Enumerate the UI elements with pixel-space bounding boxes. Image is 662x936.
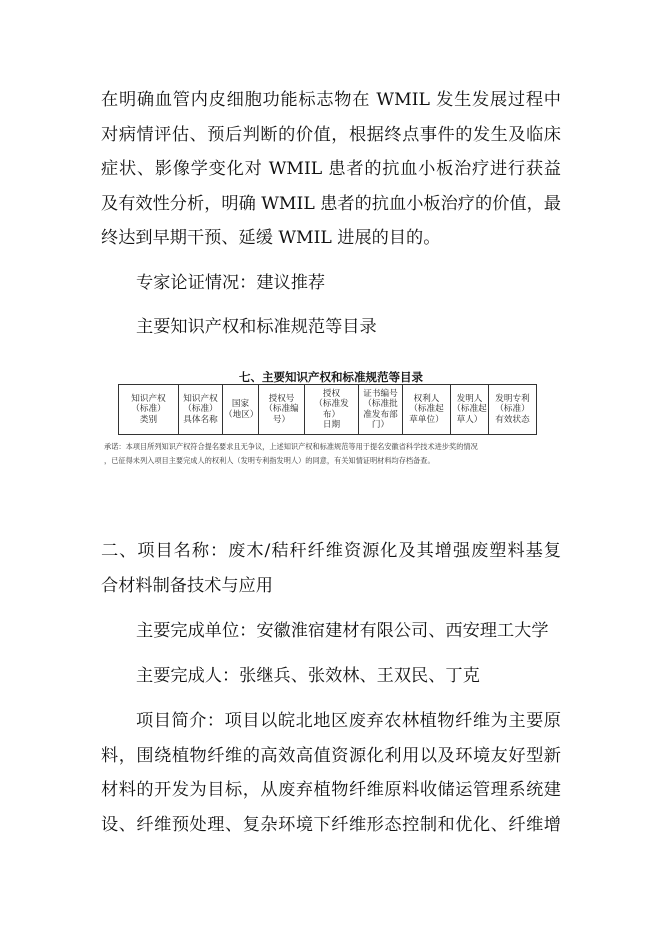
project-title-line: 二、项目名称：废木/秸秆纤维资源化及其增强废塑料基复: [101, 541, 561, 561]
paragraph-line: 终达到早期干预、延缓 WMIL 进展的目的。: [101, 228, 441, 248]
table-header-cell: 授权号 （标准编 号）: [259, 385, 305, 435]
ip-table: [118, 384, 537, 435]
intro-line: 设、纤维预处理、复杂环境下纤维形态控制和优化、纤维增: [101, 815, 561, 835]
paragraph-line: 在明确血管内皮细胞功能标志物在 WMIL 发生发展过程中: [101, 90, 561, 110]
paragraph-line: 症状、影像学变化对 WMIL 患者的抗血小板治疗进行获益: [101, 159, 561, 179]
intro-line: 项目简介：项目以皖北地区废弃农林植物纤维为主要原: [136, 711, 561, 731]
table-header-cell: 国家 （地区）: [223, 385, 259, 435]
table-note: 承诺：本项目所列知识产权符合提名要求且无争议，上述知识产权和标准规范等用于提名安徽省科学技术进步奖的情况: [104, 442, 478, 451]
table-header-cell: 知识产权 （标准） 具体名称: [179, 385, 223, 435]
paragraph-line: 及有效性分析，明确 WMIL 患者的抗血小板治疗的价值，最: [101, 194, 561, 214]
project-title-line: 合材料制备技术与应用: [101, 576, 273, 596]
intro-line: 材料的开发为目标，从废弃植物纤维原料收储运管理系统建: [101, 780, 561, 800]
completion-persons: 主要完成人：张继兵、张效林、王双民、丁克: [136, 666, 480, 686]
paragraph-line: 对病情评估、预后判断的价值，根据终点事件的发生及临床: [101, 125, 561, 145]
table-header-cell: 证书编号 （标准批 准发布部 门）: [359, 385, 403, 435]
intro-line: 料，围绕植物纤维的高效高值资源化利用以及环境友好型新: [101, 746, 561, 766]
table-header-cell: 授权 （标准发布） 日期: [305, 385, 359, 435]
ip-heading: 主要知识产权和标准规范等目录: [136, 317, 377, 337]
expert-opinion: 专家论证情况：建议推荐: [136, 273, 326, 293]
table-header-cell: 权利人 （标准起 草单位）: [403, 385, 451, 435]
table-title: 七、主要知识产权和标准规范等目录: [239, 370, 423, 384]
completion-units: 主要完成单位：安徽淮宿建材有限公司、西安理工大学: [136, 621, 549, 641]
table-header-row: [119, 385, 537, 435]
table-header-cell: 发明人 （标准起 草人）: [451, 385, 489, 435]
table-header-cell: 发明专利 （标准） 有效状态: [489, 385, 537, 435]
table-note: ，已征得未列入项目主要完成人的权利人（发明专利指发明人）的同意，有关知情证明材料均存档备查。: [104, 456, 435, 465]
table-header-cell: 知识产权 （标准） 类别: [119, 385, 179, 435]
